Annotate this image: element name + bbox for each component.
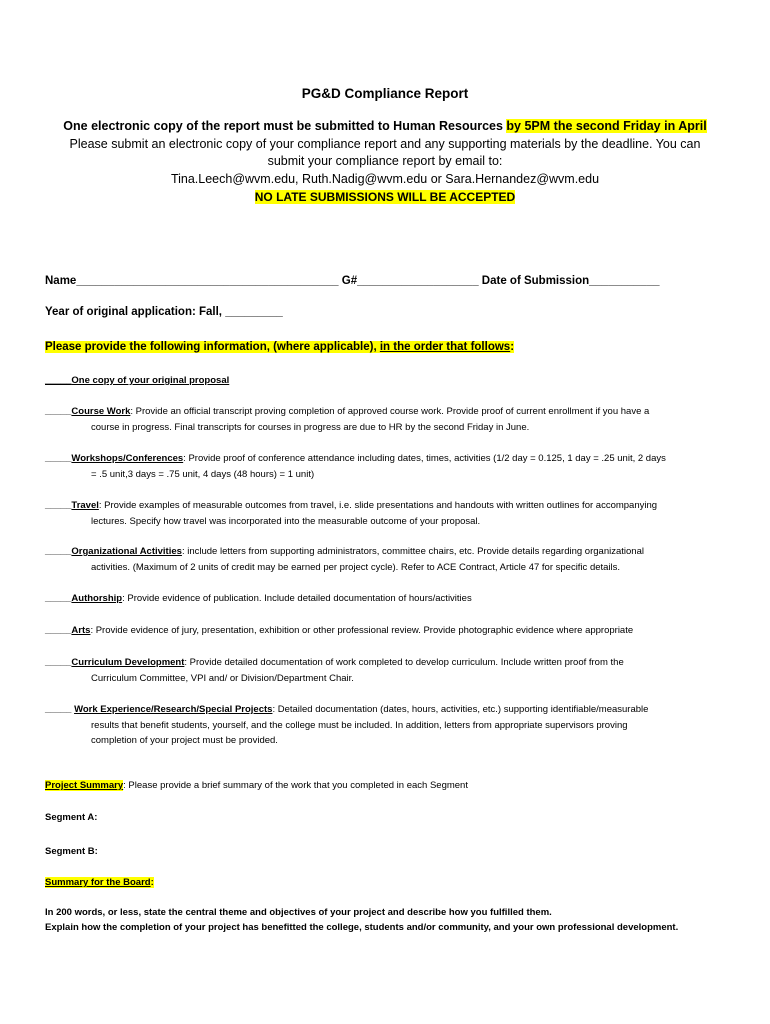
checklist-blank[interactable]: _____ <box>45 453 72 464</box>
order-instruction <box>45 341 514 353</box>
segment-a-label[interactable]: Segment A: <box>45 812 98 823</box>
checklist-blank[interactable]: _____ <box>45 593 72 604</box>
project-summary-label: Project Summary <box>45 780 124 791</box>
checklist-label: Course Work <box>71 406 131 417</box>
checklist-blank[interactable]: _____ <box>45 546 72 557</box>
checklist-item-work-experience: _____ Work Experience/Research/Special Projects: Detailed documentation (dates, hours, activities, etc.) supporting identifiable/measurable results that benefit students, yourself, and the college must be included. In addition, letters from appropriate supervisors proving completion of your project must be provided. <box>45 704 649 746</box>
checklist-item-arts: _____Arts: Provide evidence of jury, presentation, exhibition or other professional review. Provide photographic evidence where appropriate <box>45 625 634 636</box>
checklist-item-course-work: _____Course Work: Provide an official transcript proving completion of approved course work. Provide proof of current enrollment if you have a course in progress. Final transcripts for courses in progress are due to HR by the second Friday in June. <box>45 406 650 433</box>
project-summary-line: Project Summary: Please provide a brief summary of the work that you completed in each Segment <box>45 780 468 791</box>
instruction-line-1: Please submit an electronic copy of your compliance report and any supporting materials by the deadline. You can <box>69 137 701 151</box>
checklist-blank[interactable]: _____One copy of your original proposal <box>45 375 230 386</box>
instruction-highlight: Please provide the following information, (where applicable), in the order that follows: <box>45 341 515 353</box>
checklist-label: Work Experience/Research/Special Projects <box>74 704 273 715</box>
in-order-underlined: in the order that follows <box>379 341 511 353</box>
instruction-line-2: submit your compliance report by email to: <box>267 154 503 168</box>
checklist-label: Curriculum Development <box>71 657 185 668</box>
checklist-item-organizational: _____Organizational Activities: include letters from supporting administrators, committee chairs, etc. Provide details regarding organizational activities. (Maximum of 2 units of credit may be earned per project cycle). Refer to ACE Contract, Article 47 for specific details. <box>45 546 644 573</box>
email-addresses: Tina.Leech@wvm.edu, Ruth.Nadig@wvm.edu or Sara.Hernandez@wvm.edu <box>170 172 600 186</box>
deadline-text: One electronic copy of the report must be submitted to Human Resources <box>63 119 507 133</box>
checklist-label: Organizational Activities <box>71 546 182 557</box>
checklist-label: Authorship <box>71 593 123 604</box>
checklist-item-original-proposal <box>45 373 735 389</box>
closing-instruction-1: In 200 words, or less, state the central theme and objectives of your project and describe how you fulfilled them. <box>45 907 552 918</box>
checklist-blank[interactable]: _____ <box>45 657 72 668</box>
name-g-date-field[interactable]: Name_________________________________________ G#___________________ Date of Submission___________ <box>45 275 660 287</box>
summary-for-board-line <box>45 877 154 888</box>
no-late-submissions-notice: NO LATE SUBMISSIONS WILL BE ACCEPTED <box>254 190 516 204</box>
checklist-blank[interactable]: _____ <box>45 625 72 636</box>
checklist-item-authorship: _____Authorship: Provide evidence of publication. Include detailed documentation of hours/activities <box>45 593 472 604</box>
checklist-label: Travel <box>71 500 99 511</box>
checklist-blank[interactable]: _____ <box>45 704 75 715</box>
closing-instruction-2: Explain how the completion of your project has benefitted the college, students and/or community, and your own professional development. <box>45 922 679 933</box>
year-of-application-field[interactable]: Year of original application: Fall, _________ <box>45 306 283 318</box>
checklist-item-workshops: _____Workshops/Conferences: Provide proof of conference attendance including dates, times, activities (1/2 day = 0.125, 1 day = .25 unit, 2 days = .5 unit,3 days = .75 unit, 4 days (48 hours) = 1 unit) <box>45 453 666 480</box>
checklist-label: Arts <box>71 625 91 636</box>
submission-deadline-line <box>0 119 770 133</box>
summary-for-board-label: Summary for the Board: <box>45 877 154 888</box>
checklist-blank[interactable]: _____ <box>45 500 72 511</box>
page-title: PG&D Compliance Report <box>301 86 469 101</box>
checklist-item-curriculum: _____Curriculum Development: Provide detailed documentation of work completed to develop curriculum. Include written proof from the Curriculum Committee, VPI and/ or Division/Department Chair. <box>45 657 624 684</box>
segment-b-label[interactable]: Segment B: <box>45 846 98 857</box>
checklist-item-travel: _____Travel: Provide examples of measurable outcomes from travel, i.e. slide presentations and handouts with written outlines for accompanying lectures. Specify how travel was incorporated into the measurable outcome of your proposal. <box>45 500 658 527</box>
deadline-highlight: by 5PM the second Friday in April <box>506 119 707 133</box>
checklist-label: Workshops/Conferences <box>71 453 184 464</box>
checklist-blank[interactable]: _____ <box>45 406 72 417</box>
